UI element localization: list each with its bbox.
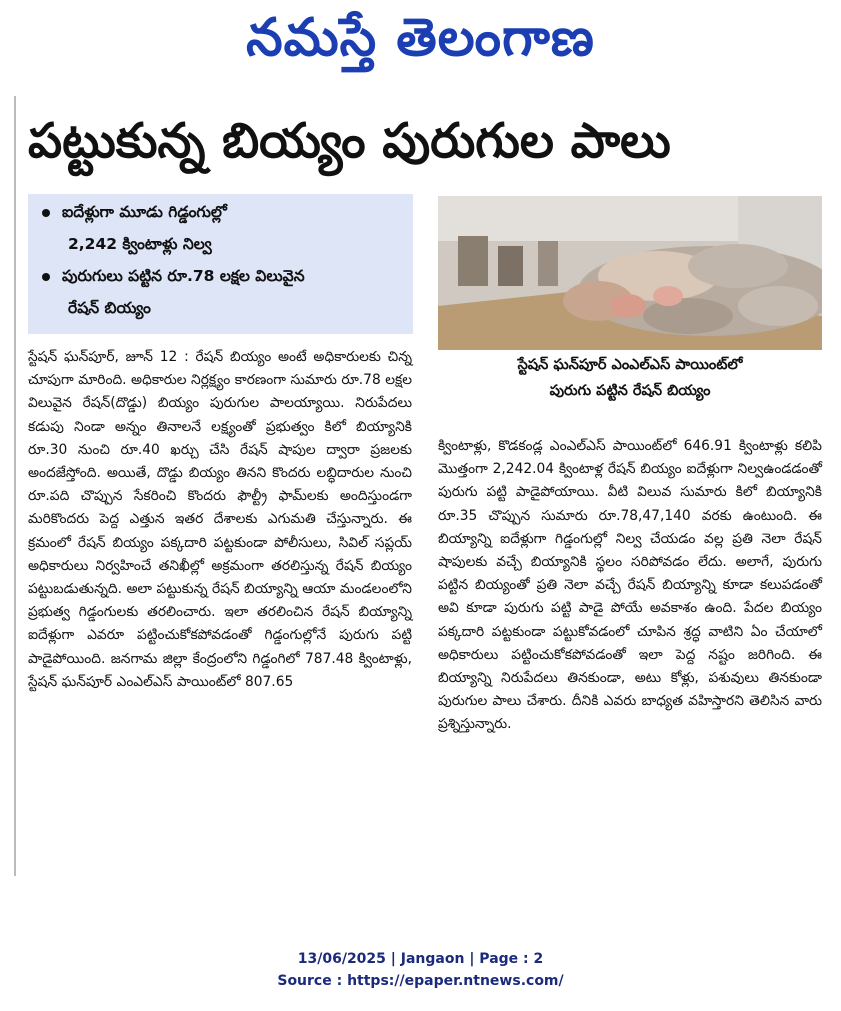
highlight-item: పురుగులు పట్టిన రూ.78 లక్షల విలువైన రేషన్ బియ్యం [42, 260, 305, 324]
article-column-left: స్టేషన్ ఘన్‌పూర్, జూన్ 12 : రేషన్ బియ్యం అంటే అధికారులకు చిన్న చూపుగా మారింది. అధికారుల నిర్లక్ష్యం కారణంగా సుమారు రూ.78 లక్షల విలువైన రేషన్(దొడ్డు) బియ్యం పురుగుల పాలయ్యాయి. నిరుపేదలు కడుపు నిండా అన్నం తినాలనే లక్ష్యంతో ప్రభుత్వం కిలో బియ్యానికి రూ.30 నుంచి రూ.40 ఖర్చు చేసి రేషన్ షాపుల ద్వారా ప్రజలకు అందజేస్తోంది. అయితే, దొడ్డు బియ్యం తినని కొందరు లబ్ధిదారుల నుంచి రూ.పది చొప్పున సేకరించి కొందరు ఫౌల్ట్రీ ఫామ్‌లకు అందిస్తుండగా మరికొందరు పెద్ద ఎత్తున ఇతర దేశాలకు ఎగుమతి చేస్తున్నారు. ఈ క్రమంలో రేషన్ బియ్యం పక్కదారి పట్టకుండా పోలీసులు, సివిల్ సప్లయ్ అధికారులు నిర్వహించే తనిఖీల్లో అక్రమంగా తరలిస్తున్న రేషన్ బియ్యం పట్టుబడుతున్నది. అలా పట్టుకున్న రేషన్ బియ్యాన్ని ఆయా మండలంలోని ప్రభుత్వ గిడ్డంగులకు తరలించారు. ఇలా తరలించిన రేషన్ బియ్యాన్ని ఐదేళ్లుగా ఎవరూ పట్టించుకోకపోవడంతో గిడ్డంగుల్లోనే పురుగు పట్టి పాడైపోయింది. జనగామ జిల్లా కేంద్రంలోని గిడ్డంగిలో 787.48 క్వింటాళ్లు, స్టేషన్ ఘన్‌పూర్ ఎంఎల్ఎస్ పాయింట్‌లో 807.65 [28, 349, 412, 690]
bullet-icon [42, 209, 50, 217]
article-headline: పట్టుకున్న బియ్యం పురుగుల పాలు [28, 113, 671, 169]
newspaper-masthead: నమస్తే తెలంగాణ [246, 8, 595, 68]
highlight-item: ఐదేళ్లుగా మూడు గిడ్డంగుల్లో 2,242 క్వింటాళ్లు నిల్వ [42, 196, 227, 260]
footer-source-line: Source : https://epaper.ntnews.com/ [277, 973, 564, 989]
highlights-box [28, 194, 413, 334]
bullet-icon [42, 273, 50, 281]
article-column-right: క్వింటాళ్లు, కొడకండ్ల ఎంఎల్ఎస్ పాయింట్‌లో 646.91 క్వింటాళ్లు కలిపి మొత్తంగా 2,242.04 క్వింటాళ్ల రేషన్ బియ్యం ఐదేళ్లుగా నిల్వఉండడంతో పురుగు పట్టి పాడైపోయాయి. వీటి విలువ సుమారు కిలో బియ్యానికి రూ.35 చొప్పున సుమారు రూ.78,47,140 వరకు ఉంటుంది. ఈ బియ్యాన్ని ఐదేళ్లుగా గిడ్డంగుల్లో నిల్వ చేయడం వల్ల ప్రతి నెలా రేషన్ షాపులకు వచ్చే బియ్యానికి స్థలం సరిపోవడం లేదు. అలాగే, పురుగు పట్టిన బియ్యంతో ప్రతి నెలా వచ్చే రేషన్ బియ్యాన్ని కూడా కలుపడంతో అవి కూడా పురుగు పట్టి పాడై పోయే అవకాశం ఉంది. పేదల బియ్యం పక్కదారి పట్టకుండా పట్టుకోవడంలో చూపిన శ్రద్ధ వాటిని ఏం చేయాలో అధికారులు పట్టించుకోకపోవడంతో ఇలా పెద్ద నష్టం జరిగింది. ఈ బియ్యాన్ని నిరుపేదలు తినకుండా, అటు కోళ్లు, పశువులు తినకుండా పురుగుల పాలు చేశారు. దీనికి ఎవరు బాధ్యత వహిస్తారని తెలిసిన వారు ప్రశ్నిస్తున్నారు. [438, 438, 822, 733]
page-footer [0, 948, 841, 992]
photo-caption: స్టేషన్ ఘన్‌పూర్ ఎంఎల్ఎస్ పాయింట్‌లో పురుగు పట్టిన రేషన్ బియ్యం [517, 357, 743, 399]
footer-date-line: 13/06/2025 | Jangaon | Page : 2 [297, 951, 544, 967]
rice-bags-photo [438, 196, 822, 350]
photo-illustration [438, 196, 822, 350]
